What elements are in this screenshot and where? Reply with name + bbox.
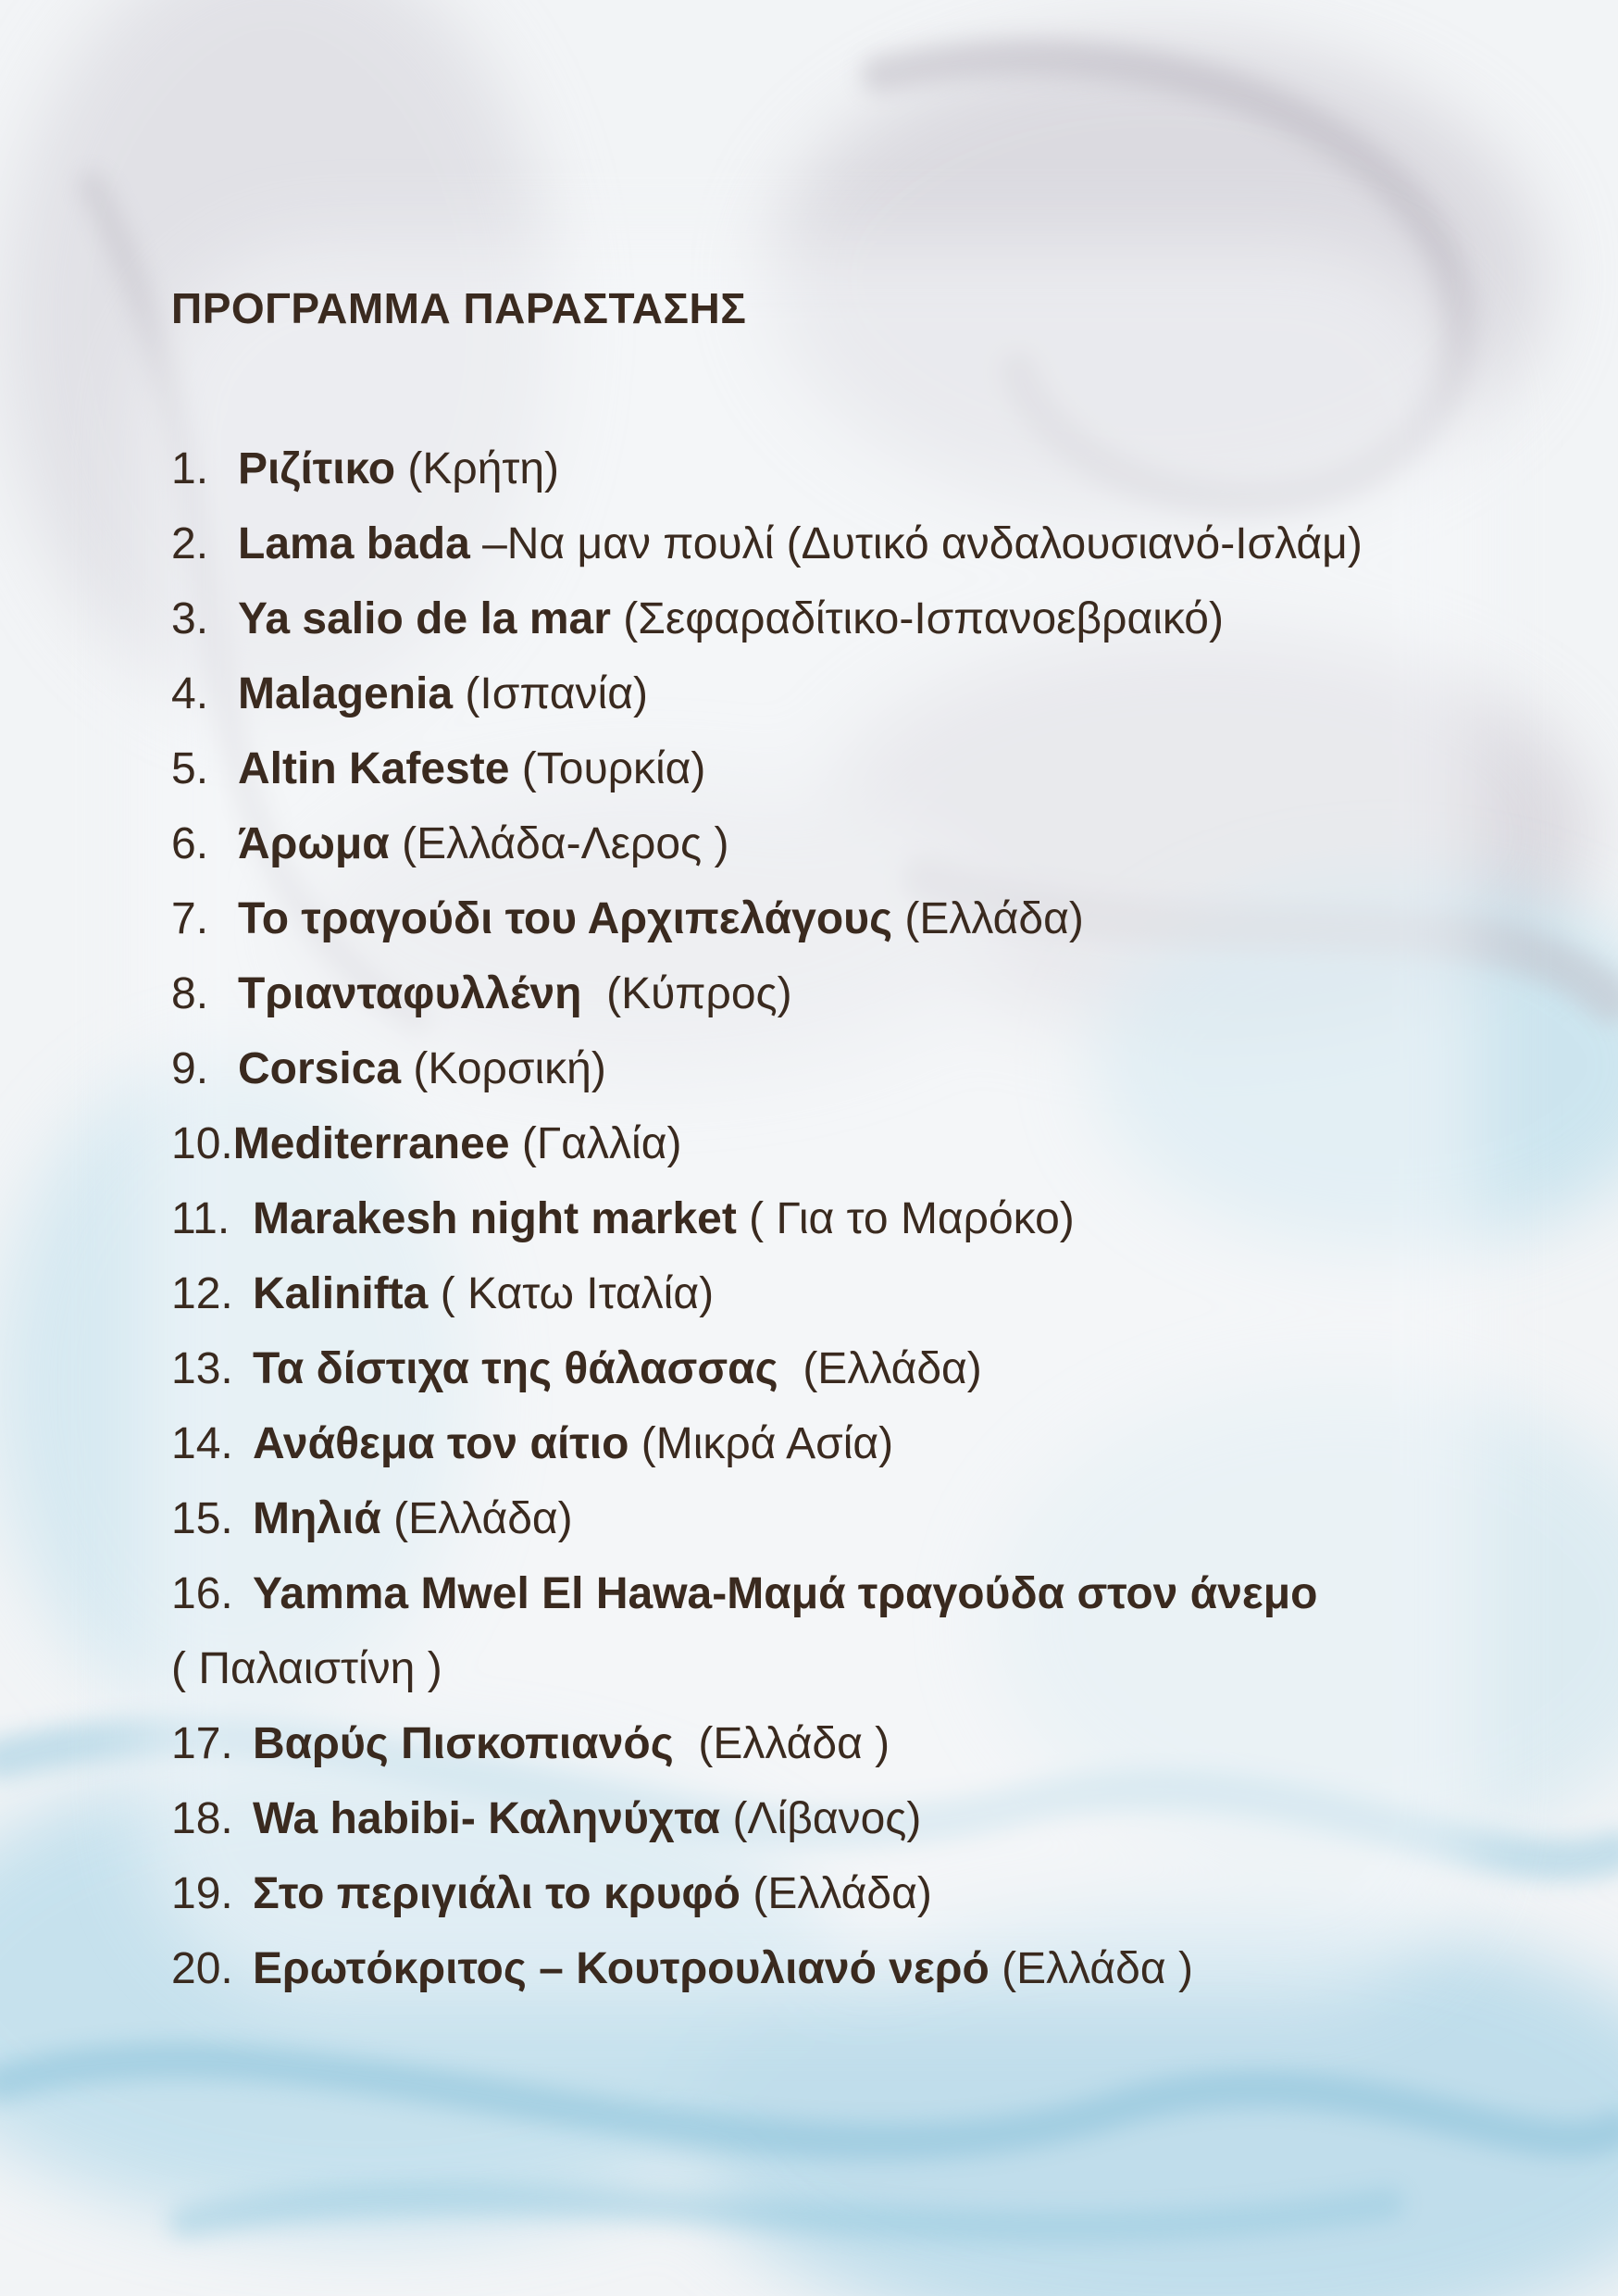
song-origin: (Κύπρος) bbox=[581, 969, 792, 1018]
song-title: Ανάθεμα τον αίτιο bbox=[253, 1419, 629, 1468]
song-origin: ( Για το Μαρόκο) bbox=[736, 1194, 1075, 1243]
list-item bbox=[171, 581, 1578, 656]
item-number: 6. bbox=[171, 819, 209, 868]
song-origin: (Ελλάδα ) bbox=[673, 1719, 890, 1768]
item-number: 9. bbox=[171, 1044, 209, 1093]
song-title: Wa habibi- Καληνύχτα bbox=[253, 1794, 721, 1843]
list-item bbox=[171, 431, 1578, 506]
song-title: Μηλιά bbox=[253, 1494, 381, 1543]
list-item bbox=[171, 1181, 1578, 1256]
list-item bbox=[171, 731, 1578, 806]
item-number: 15. bbox=[171, 1494, 233, 1543]
item-number: 20. bbox=[171, 1944, 233, 1993]
list-item bbox=[171, 1931, 1578, 2006]
item-number: 14. bbox=[171, 1419, 233, 1468]
song-origin: (Σεφαραδίτικο-Ισπανοεβραικό) bbox=[610, 594, 1224, 643]
list-item bbox=[171, 1781, 1578, 1856]
song-origin: (Κρήτη) bbox=[395, 444, 560, 493]
list-item bbox=[171, 1856, 1578, 1931]
item-number: 17. bbox=[171, 1719, 233, 1768]
song-title: Ριζίτικο bbox=[238, 444, 396, 493]
page-title: ΠΡΟΓΡΑΜΜΑ ΠΑΡΑΣΤΑΣΗΣ bbox=[171, 284, 747, 332]
song-origin: (Γαλλία) bbox=[509, 1119, 682, 1168]
item-number: 11. bbox=[171, 1194, 230, 1243]
item-number: 1. bbox=[171, 444, 209, 493]
item-number: 13. bbox=[171, 1344, 233, 1393]
item-number: 18. bbox=[171, 1794, 233, 1843]
list-item bbox=[171, 1481, 1578, 1556]
list-item bbox=[171, 1406, 1578, 1481]
item-number: 2. bbox=[171, 519, 209, 568]
list-item bbox=[171, 1556, 1578, 1706]
song-title: Ya salio de la mar bbox=[238, 594, 611, 643]
list-item bbox=[171, 1256, 1578, 1331]
song-title: Malagenia bbox=[238, 669, 454, 718]
item-number: 16. bbox=[171, 1569, 233, 1618]
song-title: Lama bada bbox=[238, 519, 470, 568]
song-title: Yamma Mwel El Hawa-Μαμά τραγούδα στον άνεμο bbox=[253, 1569, 1318, 1618]
item-number: 5. bbox=[171, 744, 209, 793]
song-title: Στο περιγιάλι το κρυφό bbox=[253, 1869, 741, 1918]
item-number: 4. bbox=[171, 669, 209, 718]
song-title: Altin Kafeste bbox=[238, 744, 510, 793]
list-item bbox=[171, 506, 1578, 581]
song-title: Corsica bbox=[238, 1044, 402, 1093]
list-item bbox=[171, 1106, 1578, 1181]
list-item bbox=[171, 656, 1578, 731]
list-item bbox=[171, 1706, 1578, 1781]
song-origin: (Ελλάδα) bbox=[741, 1869, 932, 1918]
song-origin: (Ελλάδα-Λερος ) bbox=[389, 819, 729, 868]
list-item bbox=[171, 1031, 1578, 1106]
song-title: Ερωτόκριτος – Κουτρουλιανό νερό bbox=[253, 1944, 989, 1993]
list-item bbox=[171, 956, 1578, 1031]
song-origin: (Ισπανία) bbox=[453, 669, 648, 718]
song-title: Mediterranee bbox=[232, 1119, 510, 1168]
list-item bbox=[171, 1331, 1578, 1406]
song-title: Kalinifta bbox=[253, 1269, 429, 1318]
item-number: 3. bbox=[171, 594, 209, 643]
item-number: 10. bbox=[171, 1119, 233, 1168]
item-number: 8. bbox=[171, 969, 209, 1018]
song-title: Βαρύς Πισκοπιανός bbox=[253, 1719, 674, 1768]
song-origin: (Ελλάδα) bbox=[892, 894, 1084, 943]
song-origin: ( Κατω Ιταλία) bbox=[428, 1269, 715, 1318]
song-origin: (Ελλάδα) bbox=[778, 1344, 982, 1393]
song-origin: –Να μαν πουλί (Δυτικό ανδαλουσιανό-Ισλάμ) bbox=[469, 519, 1363, 568]
song-title: Το τραγούδι του Αρχιπελάγους bbox=[238, 894, 893, 943]
item-number: 12. bbox=[171, 1269, 233, 1318]
song-origin: (Λίβανος) bbox=[720, 1794, 922, 1843]
list-item bbox=[171, 881, 1578, 956]
program-list bbox=[171, 431, 1578, 2006]
song-origin: (Μικρά Ασία) bbox=[629, 1419, 894, 1468]
song-origin: (Τουρκία) bbox=[509, 744, 706, 793]
song-title: Τριανταφυλλένη bbox=[238, 969, 582, 1018]
song-origin: ( Παλαιστίνη ) bbox=[171, 1644, 442, 1693]
song-title: Τα δίστιχα της θάλασσας bbox=[253, 1344, 778, 1393]
program-content bbox=[171, 278, 1578, 2006]
song-title: Marakesh night market bbox=[253, 1194, 737, 1243]
item-number: 19. bbox=[171, 1869, 233, 1918]
list-item bbox=[171, 806, 1578, 881]
item-number: 7. bbox=[171, 894, 209, 943]
song-title: Άρωμα bbox=[238, 819, 390, 868]
song-origin: (Ελλάδα ) bbox=[989, 1944, 1193, 1993]
song-origin: (Ελλάδα) bbox=[380, 1494, 573, 1543]
song-origin: (Κορσική) bbox=[401, 1044, 606, 1093]
